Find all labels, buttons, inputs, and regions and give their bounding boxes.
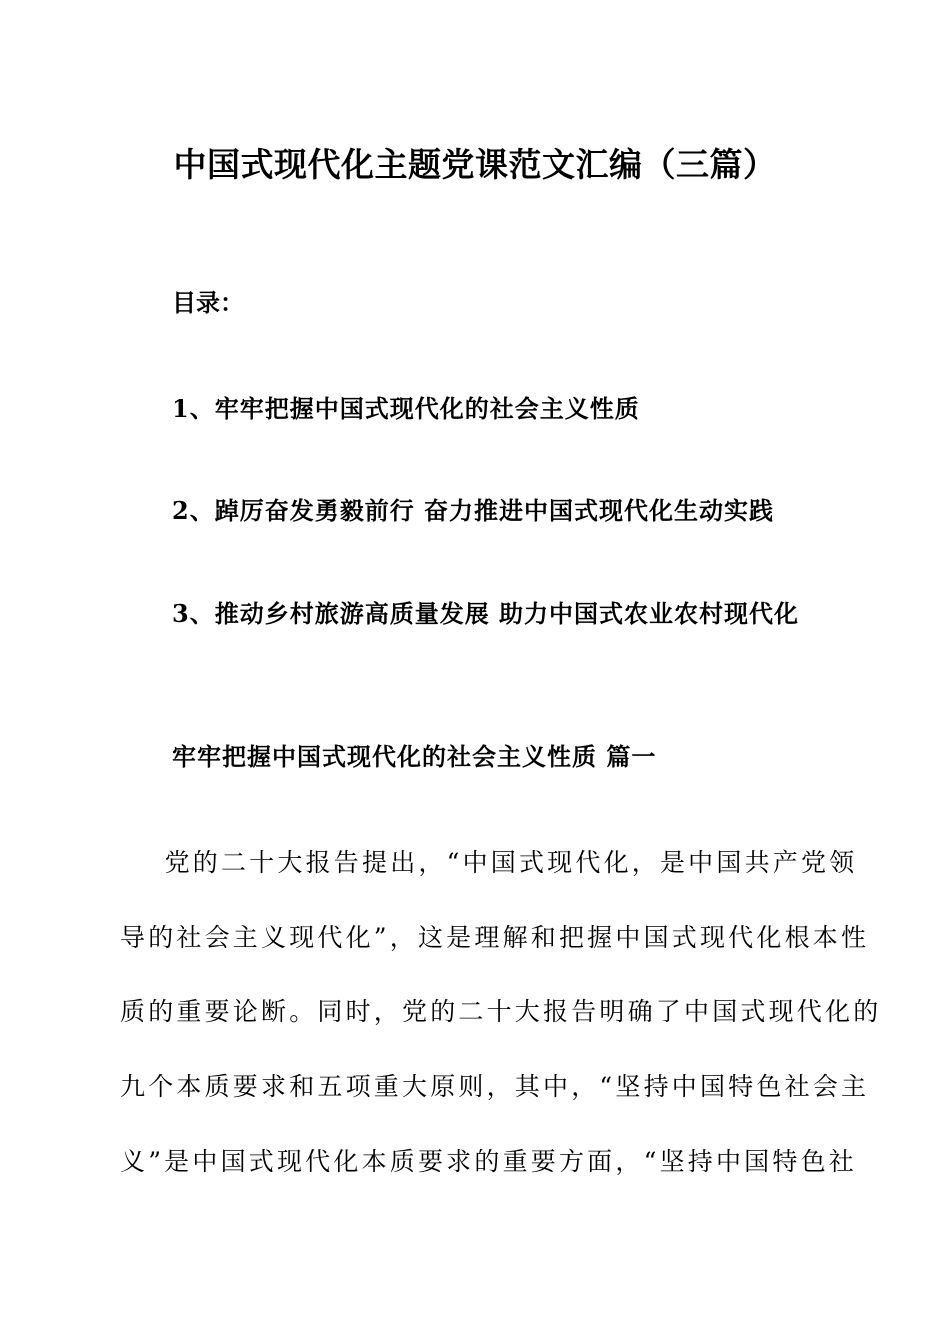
- paragraph-line: 党的二十大报告提出，“中国式现代化，是中国共产党领: [120, 848, 858, 877]
- section-heading: 牢牢把握中国式现代化的社会主义性质 篇一: [172, 742, 657, 771]
- toc-item-3: 3、推动乡村旅游高质量发展 助力中国式农业农村现代化: [172, 599, 800, 628]
- toc-item-1: 1、牢牢把握中国式现代化的社会主义性质: [172, 394, 640, 423]
- paragraph-line: 质的重要论断。同时，党的二十大报告明确了中国式现代化的: [120, 997, 882, 1026]
- paragraph-line: 九个本质要求和五项重大原则，其中，“坚持中国特色社会主: [120, 1072, 870, 1101]
- document-title: 中国式现代化主题党课范文汇编（三篇）: [173, 145, 777, 184]
- toc-heading: 目录：: [172, 288, 244, 317]
- toc-item-2: 2、踔厉奋发勇毅前行 奋力推进中国式现代化生动实践: [172, 496, 775, 525]
- paragraph-line: 导的社会主义现代化”，这是理解和把握中国式现代化根本性: [120, 923, 870, 952]
- paragraph-line: 义”是中国式现代化本质要求的重要方面，“坚持中国特色社: [120, 1147, 857, 1176]
